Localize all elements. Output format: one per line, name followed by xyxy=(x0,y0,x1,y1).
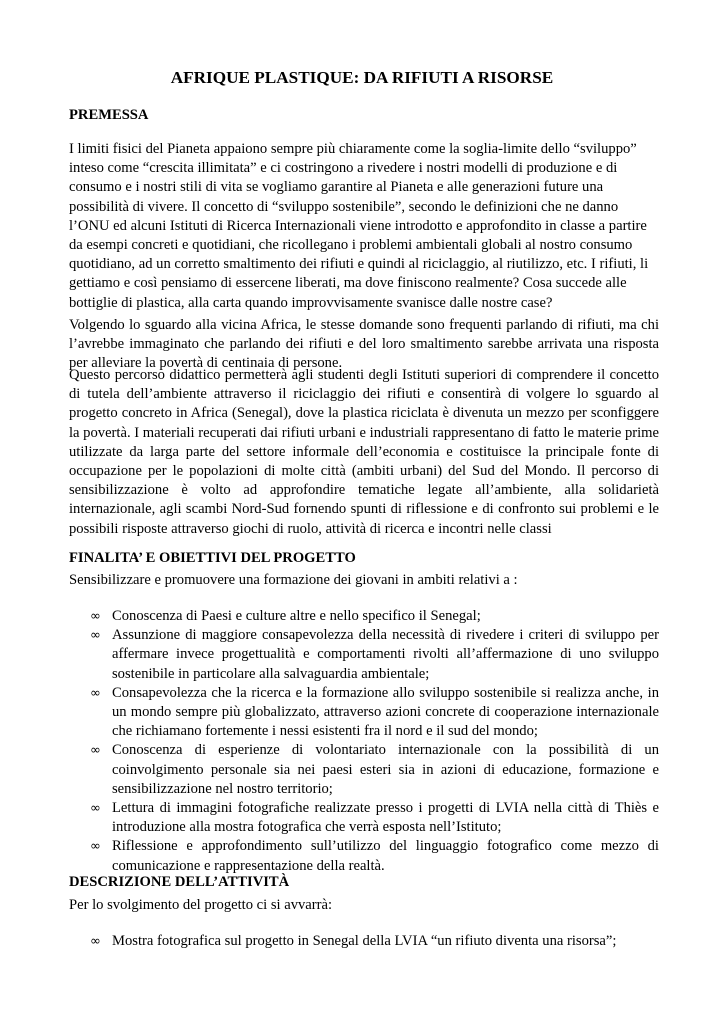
infinity-bullet-icon: ∞ xyxy=(90,685,101,701)
list-item-text: Conoscenza di esperienze di volontariato internazionale con la possibilità di un coinvolgimento personale sia nei paesi esteri sia in azioni di educazione, formazione e sensibilizzazione nel nostro territorio; xyxy=(112,742,659,797)
infinity-bullet-icon: ∞ xyxy=(90,839,101,855)
list-item-text: Mostra fotografica sul progetto in Senegal della LVIA “un rifiuto diventa una risorsa”; xyxy=(112,933,617,949)
list-item xyxy=(69,741,659,799)
list-item-text: Riflessione e approfondimento sull’utilizzo del linguaggio fotografico come mezzo di comunicazione e rappresentazione della realtà. xyxy=(112,838,659,874)
list-item xyxy=(69,837,659,875)
list-item-text: Consapevolezza che la ricerca e la formazione allo sviluppo sostenibile si realizza anche, in un mondo sempre più globalizzato, attraverso azioni concrete di cooperazione internazionale che richiamano fortemente i nessi esistenti fra il nord e il sud del mondo; xyxy=(112,684,659,740)
section-heading-finalita: FINALITA’ E OBIETTIVI DEL PROGETTO xyxy=(69,550,356,566)
list-item-text: Lettura di immagini fotografiche realizzate presso i progetti di LVIA nella città di Thiès e introduzione alla mostra fotografica che verrà esposta nell’Istituto; xyxy=(112,800,659,836)
section-heading-premessa: PREMESSA xyxy=(69,107,149,123)
finalita-intro: Sensibilizzare e promuovere una formazione dei giovani in ambiti relativi a : xyxy=(69,572,518,588)
finalita-objectives-list xyxy=(69,607,659,876)
list-item xyxy=(69,932,659,951)
infinity-bullet-icon: ∞ xyxy=(90,934,101,949)
infinity-bullet-icon: ∞ xyxy=(90,609,101,624)
list-item xyxy=(69,684,659,742)
list-item xyxy=(69,799,659,837)
list-item xyxy=(69,626,659,684)
descrizione-intro: Per lo svolgimento del progetto ci si avvarrà: xyxy=(69,897,333,913)
premessa-paragraph-2: Volgendo lo sguardo alla vicina Africa, le stesse domande sono frequenti parlando di rifiuti, ma chi l’avrebbe immaginato che parlando dei rifiuti e del loro smaltimento sarebbe arrivata una risposta per alleviare la povertà di centinaia di persone. xyxy=(69,317,659,372)
premessa-paragraph-1: I limiti fisici del Pianeta appaiono sempre più chiaramente come la soglia-limite dello “sviluppo” inteso come “crescita illimitata” e ci costringono a rivedere i nostri modelli di produzione e di consumo e i nostri stili di vita se vogliamo garantire al Pianeta e alle generazioni future una possibilità di vivere. Il concetto di “sviluppo sostenibile”, secondo le definizioni che ne danno l’ONU ed alcuni Istituti di Ricerca Internazionali viene introdotto e approfondito in classe a partire da esempi concreti e quotidiani, che ricollegano i problemi ambientali globali al nostro consumo quotidiano, ad un corretto smaltimento dei rifiuti e quindi al riciclaggio, al riutilizzo, etc. I rifiuti, li gettiamo e così pensiamo di essercene liberati, ma dove finiscono realmente? Cosa succede alle bottiglie di plastica, alla carta quando improvvisamente svanisce dalle nostre case? xyxy=(69,141,649,311)
infinity-bullet-icon: ∞ xyxy=(90,743,101,759)
infinity-bullet-icon: ∞ xyxy=(90,801,101,817)
premessa-paragraph-3: Questo percorso didattico permetterà agli studenti degli Istituti superiori di comprendere il concetto di tutela dell’ambiente attraverso il riciclaggio dei rifiuti e consentirà di volgere lo sguardo al progetto concreto in Africa (Senegal), dove la plastica riciclata è divenuta un mezzo per sconfiggere la povertà. I materiali recuperati dai rifiuti urbani e industriali rappresentano di fatto le materie prime utilizzate da larga parte del settore informale dell’economia e costituisce la principale fonte di occupazione per le popolazioni di molte città (ambiti urbani) del Sud del Mondo. Il percorso di sensibilizzazione è volto ad approfondire tematiche legate all’ambiente, alla solidarietà internazionale, agli scambi Nord-Sud fornendo spunti di riflessione e di confronto sui problemi e le possibili risposte attraverso giochi di ruolo, attività di ricerca e incontri nelle classi xyxy=(69,367,659,537)
infinity-bullet-icon: ∞ xyxy=(90,628,101,644)
section-heading-descrizione: DESCRIZIONE DELL’ATTIVITÀ xyxy=(69,874,290,890)
list-item-text: Assunzione di maggiore consapevolezza della necessità di rivedere i criteri di sviluppo per affermare invece progettualità e comportamenti rivolti all’affermazione di uno sviluppo sostenibile in particolare alla salvaguardia ambientale; xyxy=(112,627,659,682)
list-item-text: Conoscenza di Paesi e culture altre e nello specifico il Senegal; xyxy=(112,608,481,624)
document-title: AFRIQUE PLASTIQUE: DA RIFIUTI A RISORSE xyxy=(170,68,554,87)
list-item xyxy=(69,607,659,626)
descrizione-activities-list xyxy=(69,932,659,951)
